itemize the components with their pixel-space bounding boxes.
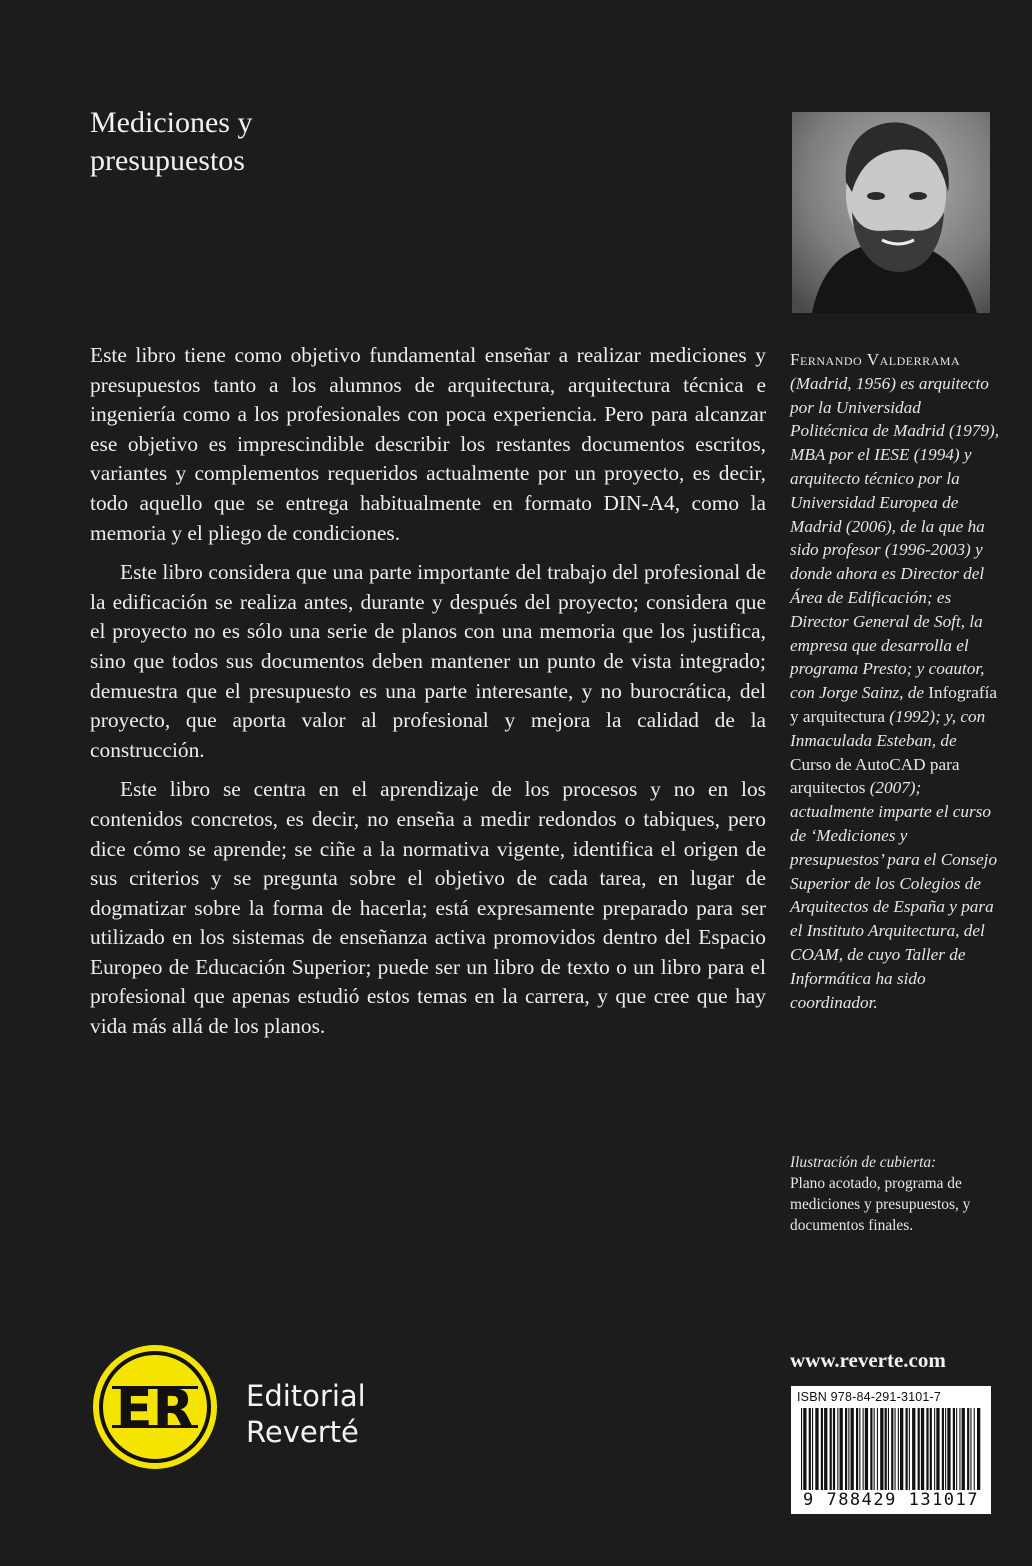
barcode-bar [848,1408,849,1490]
bio-text-2: (1992); y, con Inmaculada Esteban, de [790,706,986,750]
barcode-bar [974,1408,975,1490]
cover-credit-text: Plano acotado, programa de mediciones y presupuestos, y documentos finales. [790,1175,971,1234]
barcode-bar [909,1408,910,1490]
barcode-bar [803,1408,806,1490]
barcode-bar [977,1408,980,1490]
barcode-bar [880,1408,883,1490]
barcode-bar [970,1408,971,1490]
cover-credit-label: Ilustración de cubierta: [790,1154,937,1171]
barcode-bar [934,1408,935,1490]
barcode-bar [837,1408,838,1490]
barcode-bar [859,1408,860,1490]
barcode-bar [942,1408,944,1490]
publisher-name [246,1378,366,1450]
barcode-bar [851,1408,854,1490]
title-line-2: presupuestos [90,144,245,177]
barcode-bar [801,1408,802,1490]
barcode-bar [926,1408,928,1490]
barcode-bar [888,1408,889,1490]
barcode-bar [930,1408,932,1490]
barcode-bar [898,1408,899,1490]
barcode-bar [845,1408,847,1490]
barcode-bar [906,1408,908,1490]
barcode-bar [967,1408,969,1490]
barcode-bar [895,1408,896,1490]
publisher-name-line-1: Editorial [246,1379,366,1413]
isbn-label: ISBN 978-84-291-3101-7 [797,1390,942,1404]
publisher-url: www.reverte.com [790,1348,946,1372]
author-photo [792,112,990,313]
publisher-name-line-2: Reverté [246,1415,359,1449]
publisher-logo-icon [90,1342,220,1472]
bio-text-1: (Madrid, 1956) es arquitecto por la Universidad Politécnica de Madrid (1979), MBA por el IESE (1994) y arquitecto técnico por la Universidad Europea de Madrid (2006), de la que ha sido profesor (1996-2003) y donde ahora es Director del Área de Edificación; es Director General de Soft, la empresa que desarrolla el programa Presto; y coautor, con Jorge Sainz, de [790,373,1000,703]
logo-letters: ER [115,1378,195,1441]
barcode-bar [856,1408,858,1490]
barcode-bar [947,1408,950,1490]
author-bio [790,348,1000,1014]
cover-credit [790,1152,1000,1236]
barcode-bar [900,1408,903,1490]
author-name: Fernando Valderrama [790,350,961,369]
barcode-bar [812,1408,813,1490]
barcode-bar [863,1408,864,1490]
description-paragraph-1: Este libro tiene como objetivo fundamental enseñar a realizar mediciones y presupuestos tanto a los alumnos de arquitectura, arquitectura técnica e ingeniería como a los profesionales con poca experiencia. Pero para alcanzar ese objetivo es imprescindible describir los restantes documentos escritos, variantes y complementos requeridos actualmente por un proyecto, es decir, todo aquello que se entrega habitualmente en formato DIN-A4, como la memoria y el pliego de condiciones. [90,343,766,545]
barcode-bar [830,1408,832,1490]
barcode-bar [809,1408,811,1490]
barcode-bar [959,1408,960,1490]
barcode-bar [912,1408,915,1490]
description-paragraph-2: Este libro considera que una parte importante del trabajo del profesional de la edificación se realiza antes, durante y después del proyecto; considera que el proyecto no es sólo una serie de planos con una memoria que los justifica, sino que todos sus documentos deben mantener un punto de vista integrado; demuestra que el presupuesto es una parte interesante, y no burocrática, del proyecto, que aporta valor al profesional y mejora la calidad de la construcción. [90,560,766,762]
barcode-bar [874,1408,875,1490]
description-paragraph-3: Este libro se centra en el aprendizaje de los procesos y no en los contenidos concretos, es decir, no enseña a medir redondos o tabiques, pero dice cómo se aprende; se ciñe a la normativa vigente, identifica el origen de sus criterios y se pregunta sobre el objetivo de cada tarea, en lugar de dogmatizar sobre la forma de hacerla; está expresamente preparado para ser utilizado en los sistemas de enseñanza activa promovidos dentro del Espacio Europeo de Educación Superior; puede ser un libro de texto o un libro para el profesional que apenas estudió estos temas en la carrera, y que cree que hay vida más allá de los planos. [90,777,766,1039]
barcode-bar [945,1408,946,1490]
barcode-bar [953,1408,955,1490]
barcode-bar [891,1408,893,1490]
barcode-bar [870,1408,872,1490]
isbn-barcode [791,1386,991,1514]
barcode-bar [956,1408,957,1490]
book-title [90,104,252,180]
title-line-1: Mediciones y [90,106,253,139]
author-portrait-image [792,112,990,313]
barcode-bar [921,1408,924,1490]
barcode-bar [936,1408,939,1490]
bio-book-2: Curso de AutoCAD para arquitectos [790,754,960,798]
barcode-bar [885,1408,887,1490]
bio-book-1: Infografía y arquitectura [790,683,997,726]
ean-number: 9 788429 131017 [802,1490,980,1510]
barcode-bar [962,1408,965,1490]
barcode-bar [821,1408,823,1490]
barcode-bar [840,1408,843,1490]
barcode-bar [877,1408,878,1490]
barcode-bars-icon [801,1408,983,1490]
barcode-bar [918,1408,920,1490]
barcode-bar [865,1408,868,1490]
barcode-bar [833,1408,835,1490]
barcode-bar [824,1408,827,1490]
bio-text-3: (2007); actualmente imparte el curso de ‘Mediciones y presupuestos’ para el Consejo Superior de los Colegios de Arquitectos de España y para el Instituto Arquitectura, del COAM, de cuyo Taller de Informática ha sido coordinador. [790,778,998,1012]
book-description [90,341,766,1052]
barcode-bar [815,1408,818,1490]
